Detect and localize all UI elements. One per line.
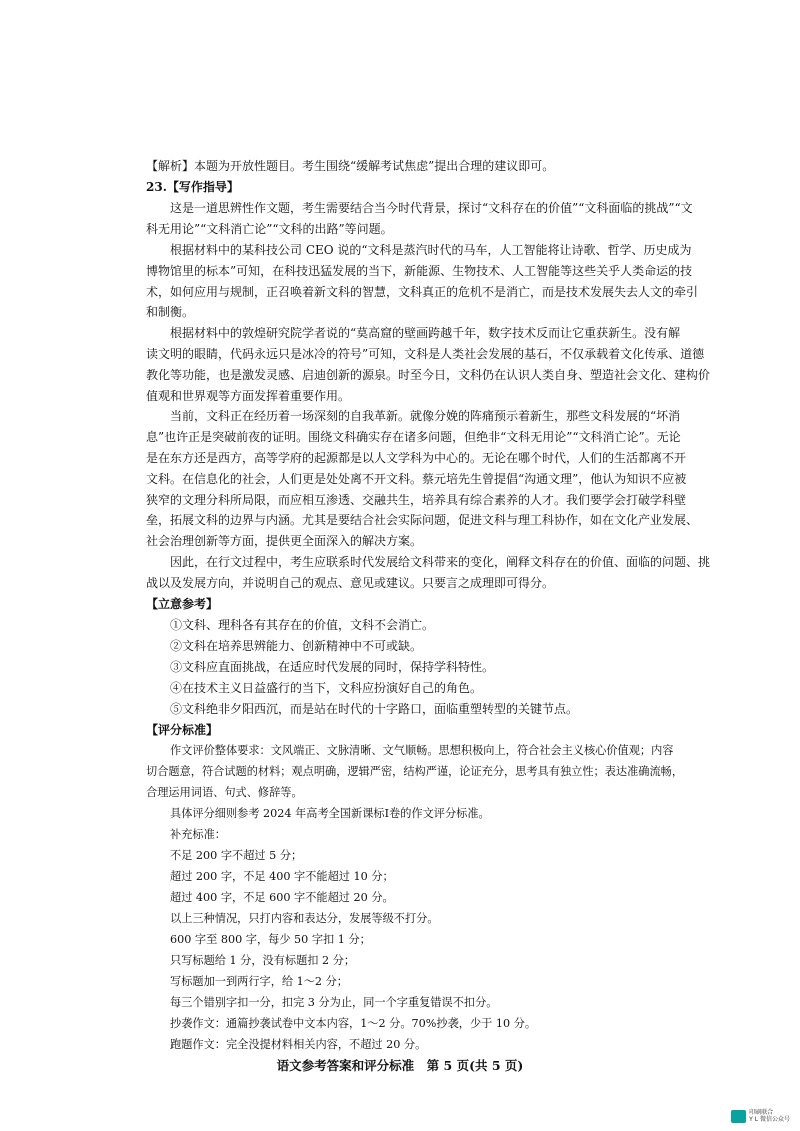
text-line: 因此，在行文过程中，考生应联系时代发展给文科带来的变化，阐释文科存在的价值、面临的问题、挑 [170, 555, 711, 569]
scoring-line: 抄袭作文：通篇抄袭试卷中文本内容，1～2 分。70%抄袭，少于 10 分。 [170, 1017, 537, 1030]
scoring-line: 作文评价整体要求：文风端正、文脉清晰、文气顺畅。思想积极向上，符合社会主义核心价值观；内容 [170, 744, 674, 757]
scoring-line: 跑题作文：完全没提材料相关内容，不超过 20 分。 [170, 1038, 427, 1051]
idea-item: ③文科应直面挑战，在适应时代发展的同时，保持学科特性。 [170, 660, 495, 674]
scoring-line: 写标题加一到两行字，给 1～2 分； [170, 975, 348, 988]
text-line: 当前，文科正在经历着一场深刻的自我革新。就像分娩的阵痛预示着新生，那些文科发展的“坏消 [170, 409, 681, 423]
page-footer: 语文参考答案和评分标准 第 5 页(共 5 页) [276, 1058, 524, 1073]
watermark-line-2: Y L 微信公众号 [749, 1116, 790, 1123]
section-heading-scoring: 【评分标准】 [146, 723, 219, 737]
scoring-line: 补充标准： [170, 828, 226, 841]
text-line: 博物馆里的标本”可知，在科技迅猛发展的当下，新能源、生物技术、人工智能等这些关乎人类命运的技 [146, 264, 693, 278]
text-line: 社会治理创新等方面，提供更全面深入的解决方案。 [146, 534, 423, 548]
text-line: 这是一道思辨性作文题，考生需要结合当今时代背景，探讨“文科存在的价值”“文科面临的挑战”“文 [170, 201, 693, 215]
text-line: 术，如何应用与规制，正召唤着新文科的智慧，文科真正的危机不是消亡，而是技术发展失去人文的牵引 [146, 285, 699, 299]
scoring-line: 每三个错别字扣一分，扣完 3 分为止，同一个字重复错误不扣分。 [170, 996, 498, 1009]
watermark-line-1: 印刷联合 [749, 1109, 774, 1116]
text-line: 垒，拓展文科的边界与内涵。尤其是要结合社会实际问题，促进文科与理工科协作，如在文化产业发展、 [146, 513, 699, 527]
scoring-line: 以上三种情况，只打内容和表达分，发展等级不打分。 [170, 912, 439, 925]
section-heading-ideas: 【立意参考】 [146, 597, 219, 611]
watermark-text [749, 1109, 790, 1123]
text-line: 文科。在信息化的社会，人们更是处处离不开文科。蔡元培先生曾提倡“沟通文理”，他认为知识不应被 [146, 472, 687, 486]
scoring-line: 超过 200 字，不足 400 字不能超过 10 分； [170, 870, 394, 883]
scoring-line: 合理运用词语、句式、修辞等。 [146, 786, 303, 799]
scoring-line: 切合题意，符合试题的材料；观点明确，逻辑严密，结构严谨，论证充分，思考具有独立性；表达准确流畅， [146, 765, 684, 778]
watermark-logo-icon [731, 1110, 746, 1123]
text-line: 和制衡。 [146, 305, 195, 319]
text-line: 科无用论”“文科消亡论”“文科的出路”等问题。 [146, 222, 393, 236]
watermark [731, 1109, 790, 1123]
text-line: 根据材料中的某科技公司 CEO 说的“文科是蒸汽时代的马车，人工智能将让诗歌、哲学、历史成为 [170, 243, 692, 257]
scoring-line: 具体评分细则参考 2024 年高考全国新课标Ⅰ卷的作文评分标准。 [170, 807, 490, 820]
text-line: 战以及发展方向，并说明自己的观点、意见或建议。只要言之成理即可得分。 [146, 576, 555, 590]
text-line: 狭窄的文理分科所局限，而应相互渗透、交融共生，培养具有综合素养的人才。我们要学会打破学科壁 [146, 493, 687, 507]
question-23-heading: 23.【写作指导】 [146, 180, 239, 194]
text-line: 读文明的眼睛，代码永远只是冰冷的符号”可知，文科是人类社会发展的基石，不仅承载着文化传承、道德 [146, 347, 705, 361]
text-line: 教化等功能，也是激发灵感、启迪创新的源泉。时至今日，文科仍在认识人类自身、塑造社会文化、建构价 [146, 368, 711, 382]
idea-item: ②文科在培养思辨能力、创新精神中不可或缺。 [170, 639, 423, 653]
text-line: 是在东方还是西方，高等学府的起源都是以人文学科为中心的。无论在哪个时代，人们的生活都离不开 [146, 451, 687, 465]
text-line: 息”也许正是突破前夜的证明。围绕文科确实存在诸多问题，但绝非“文科无用论”“文科消亡论”。无论 [146, 430, 681, 444]
analysis-line: 【解析】本题为开放性题目。考生围绕“缓解考试焦虑”提出合理的建议即可。 [146, 159, 555, 173]
text-line: 值观和世界观等方面发挥着重要作用。 [146, 389, 351, 403]
idea-item: ①文科、理科各有其存在的价值，文科不会消亡。 [170, 618, 435, 632]
scoring-line: 超过 400 字，不足 600 字不能超过 20 分。 [170, 891, 394, 904]
text-line: 根据材料中的敦煌研究院学者说的“莫高窟的壁画跨越千年，数字技术反而让它重获新生。没有解 [170, 326, 681, 340]
idea-item: ④在技术主义日益盛行的当下，文科应扮演好自己的角色。 [170, 681, 483, 695]
scoring-line: 只写标题给 1 分，没有标题扣 2 分； [170, 954, 356, 967]
scoring-line: 不足 200 字不超过 5 分； [170, 849, 303, 862]
idea-item: ⑤文科绝非夕阳西沉，而是站在时代的十字路口，面临重塑转型的关键节点。 [170, 702, 579, 716]
scoring-line: 600 字至 800 字，每少 50 字扣 1 分； [170, 933, 371, 946]
